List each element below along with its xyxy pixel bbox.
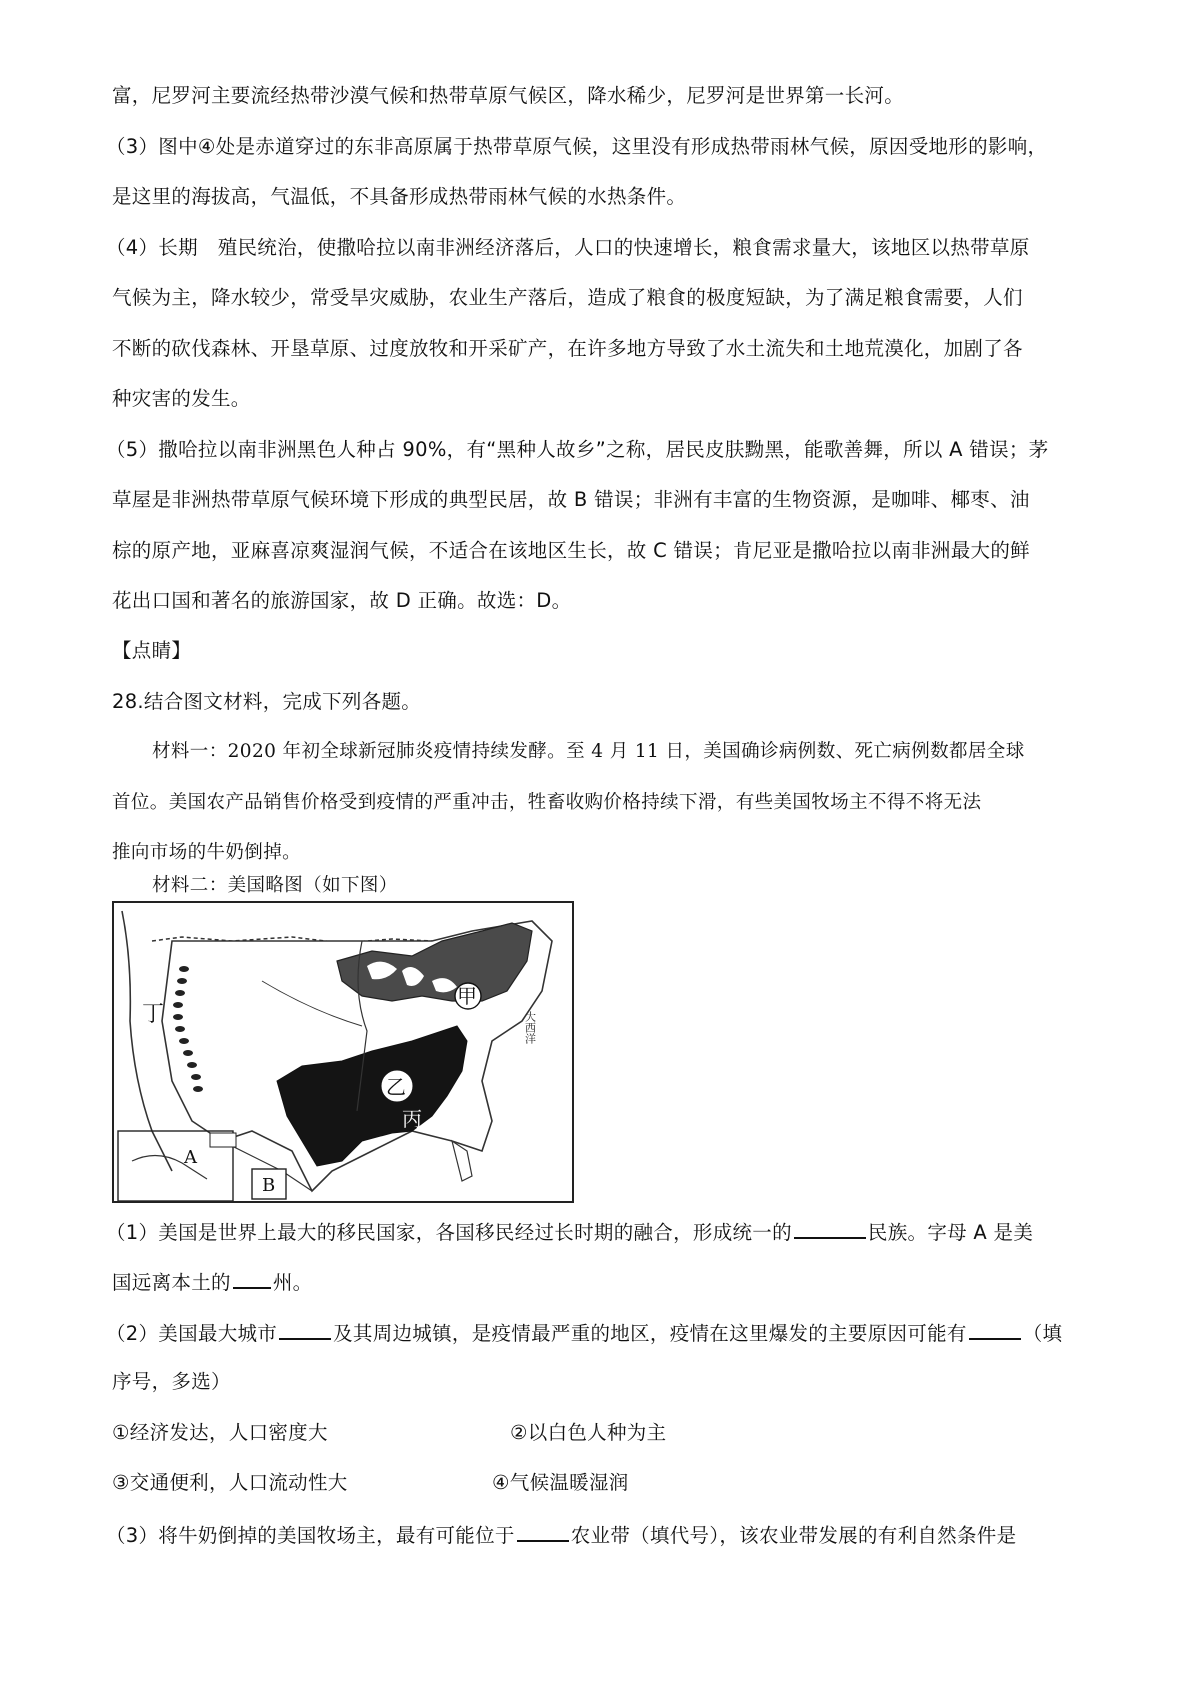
answer-blank[interactable] — [233, 1267, 271, 1289]
material-two-caption: 材料二：美国略图（如下图） — [152, 875, 398, 896]
question-3-text: （3）将牛奶倒掉的美国牧场主，最有可能位于 — [106, 1524, 515, 1547]
label-jia: 甲 — [457, 984, 477, 1008]
answer-blank[interactable] — [794, 1217, 866, 1239]
usa-sketch-map — [112, 901, 574, 1203]
answer-text-line: 棕的原产地，亚麻喜凉爽湿润气候，不适合在该地区生长，故 C 错误；肯尼亚是撒哈拉以南非洲最大的鲜 — [112, 539, 1030, 562]
option-4: ④气候温暖湿润 — [492, 1471, 629, 1494]
label-bing: 丙 — [402, 1107, 422, 1131]
question-2-text: 及其周边城镇，是疫情最严重的地区，疫情在这里爆发的主要原因可能有 — [333, 1322, 967, 1345]
answer-text-line: 是这里的海拔高，气温低，不具备形成热带雨林气候的水热条件。 — [112, 185, 687, 208]
answer-text-line: 富，尼罗河主要流经热带沙漠气候和热带草原气候区，降水稀少，尼罗河是世界第一长河。 — [112, 84, 905, 107]
answer-text-line: 种灾害的发生。 — [112, 387, 251, 410]
label-b: B — [262, 1175, 276, 1196]
section-heading: 【点睛】 — [112, 639, 192, 662]
answer-4-text: （4）长期 殖民统治，使撒哈拉以南非洲经济落后，人口的快速增长，粮食需求量大，该地区以热带草原 — [106, 236, 1030, 259]
label-yi: 乙 — [386, 1075, 406, 1099]
question-28-title: 28.结合图文材料，完成下列各题。 — [112, 690, 422, 713]
inset-label-box — [210, 1133, 236, 1147]
material-one-text: 首位。美国农产品销售价格受到疫情的严重冲击，牲畜收购价格持续下滑，有些美国牧场主不得不将无法 — [112, 792, 982, 813]
option-2: ②以白色人种为主 — [510, 1421, 667, 1444]
question-2-text: （填 — [1022, 1322, 1063, 1345]
option-3: ③交通便利，人口流动性大 — [112, 1471, 348, 1494]
answer-text-line: 不断的砍伐森林、开垦草原、过度放牧和开采矿产，在许多地方导致了水土流失和土地荒漠化，加剧了各 — [112, 337, 1023, 360]
label-ding: 丁 — [142, 1002, 165, 1027]
answer-blank[interactable] — [969, 1318, 1021, 1340]
question-3-text: 农业带（填代号），该农业带发展的有利自然条件是 — [570, 1524, 1017, 1547]
question-1-text: 国远离本土的 — [112, 1271, 231, 1294]
question-1-text: （1）美国是世界上最大的移民国家，各国移民经过长时期的融合，形成统一的 — [106, 1221, 792, 1244]
material-one-text: 推向市场的牛奶倒掉。 — [112, 842, 302, 863]
label-a: A — [184, 1147, 197, 1168]
answer-text-line: 草屋是非洲热带草原气候环境下形成的典型民居，故 B 错误；非洲有丰富的生物资源，是咖啡、椰枣、油 — [112, 488, 1030, 511]
question-1-text: 州。 — [272, 1271, 313, 1294]
material-one-text: 材料一：2020 年初全球新冠肺炎疫情持续发酵。至 4 月 11 日，美国确诊病例数、死亡病例数都居全球 — [152, 741, 1025, 762]
answer-text-line: 气候为主，降水较少，常受旱灾威胁，农业生产落后，造成了粮食的极度短缺，为了满足粮食需要，人们 — [112, 286, 1023, 309]
option-1: ①经济发达，人口密度大 — [112, 1421, 328, 1444]
answer-5-text: （5）撒哈拉以南非洲黑色人种占 90%，有“黑种人故乡”之称，居民皮肤黝黑，能歌善舞，所以 A 错误；茅 — [106, 438, 1049, 461]
question-2-continued: 序号，多选） — [112, 1370, 231, 1393]
question-1-text: 民族。字母 A 是美 — [867, 1221, 1034, 1244]
answer-blank[interactable] — [517, 1520, 569, 1542]
question-2-text: （2）美国最大城市 — [106, 1322, 278, 1345]
answer-blank[interactable] — [279, 1318, 331, 1340]
question-1-continued — [112, 1267, 312, 1297]
question-3 — [106, 1520, 1016, 1550]
question-1 — [106, 1217, 1033, 1247]
answer-text-line: 花出口国和著名的旅游国家，故 D 正确。故选：D。 — [112, 589, 572, 612]
label-atlantic-ocean: 大西洋 — [523, 1011, 537, 1044]
question-2 — [106, 1318, 1062, 1348]
answer-3-text: （3）图中④处是赤道穿过的东非高原属于热带草原气候，这里没有形成热带雨林气候，原因受地形的影响， — [106, 135, 1048, 158]
